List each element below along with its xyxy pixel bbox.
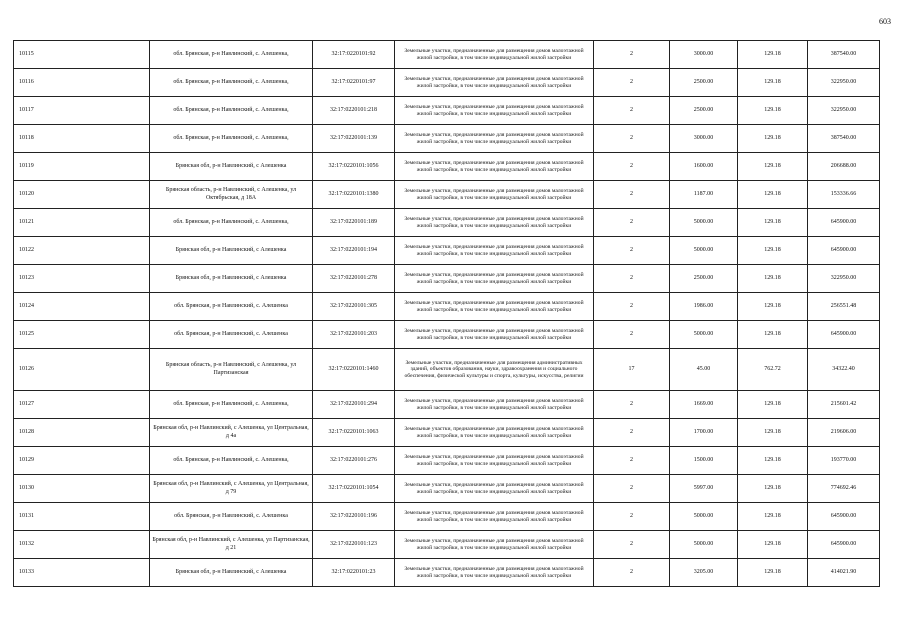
use-group-cell: 2 bbox=[594, 181, 670, 209]
row-number-cell: 10116 bbox=[14, 69, 150, 97]
address-cell: Брянская обл, р-н Навлинский, с Алешенка bbox=[150, 265, 313, 293]
area-cell: 2500.00 bbox=[670, 69, 738, 97]
row-number-cell: 10117 bbox=[14, 97, 150, 125]
cadastral-value-cell: 219606.00 bbox=[808, 419, 880, 447]
cadastral-value-cell: 322950.00 bbox=[808, 97, 880, 125]
area-cell: 3000.00 bbox=[670, 125, 738, 153]
land-use-cell: Земельные участки, предназначенные для размещения домов малоэтажной жилой застройки, в том числе индивидуальной жилой застройки bbox=[395, 97, 594, 125]
land-use-cell: Земельные участки, предназначенные для размещения домов малоэтажной жилой застройки, в том числе индивидуальной жилой застройки bbox=[395, 181, 594, 209]
cadastral-rate-cell: 129.18 bbox=[738, 475, 808, 503]
land-use-cell: Земельные участки, предназначенные для размещения домов малоэтажной жилой застройки, в том числе индивидуальной жилой застройки bbox=[395, 69, 594, 97]
cadastral-value-cell: 322950.00 bbox=[808, 265, 880, 293]
area-cell: 5000.00 bbox=[670, 321, 738, 349]
cadastral-value-cell: 206688.00 bbox=[808, 153, 880, 181]
row-number-cell: 10118 bbox=[14, 125, 150, 153]
table-row bbox=[14, 153, 880, 181]
cadastral-rate-cell: 129.18 bbox=[738, 293, 808, 321]
row-number-cell: 10122 bbox=[14, 237, 150, 265]
cadastral-value-cell: 645900.00 bbox=[808, 237, 880, 265]
cadastral-rate-cell: 129.18 bbox=[738, 559, 808, 587]
cadastral-rate-cell: 129.18 bbox=[738, 41, 808, 69]
use-group-cell: 2 bbox=[594, 419, 670, 447]
cadastral-rate-cell: 129.18 bbox=[738, 97, 808, 125]
row-number-cell: 10126 bbox=[14, 349, 150, 391]
table-row bbox=[14, 349, 880, 391]
address-cell: Брянская обл, р-н Навлинский, с Алешенка, ул Партизанская, д 21 bbox=[150, 531, 313, 559]
use-group-cell: 2 bbox=[594, 237, 670, 265]
cadastral-value-cell: 322950.00 bbox=[808, 69, 880, 97]
use-group-cell: 2 bbox=[594, 559, 670, 587]
cadastral-number-cell: 32:17:0220101:203 bbox=[313, 321, 395, 349]
cadastral-number-cell: 32:17:0220101:1460 bbox=[313, 349, 395, 391]
table-row bbox=[14, 503, 880, 531]
area-cell: 5000.00 bbox=[670, 209, 738, 237]
address-cell: Брянская область, р-н Навлинский, с Алешенка, ул Октябрьская, д 18А bbox=[150, 181, 313, 209]
address-cell: обл. Брянская, р-н Навлинский, с. Алешенка, bbox=[150, 447, 313, 475]
address-cell: обл. Брянская, р-н Навлинский, с. Алешенка, bbox=[150, 69, 313, 97]
table-row bbox=[14, 391, 880, 419]
cadastral-rate-cell: 129.18 bbox=[738, 447, 808, 475]
cadastral-number-cell: 32:17:0220101:123 bbox=[313, 531, 395, 559]
cadastral-number-cell: 32:17:0220101:1056 bbox=[313, 153, 395, 181]
land-registry-table bbox=[13, 40, 880, 587]
area-cell: 5000.00 bbox=[670, 237, 738, 265]
row-number-cell: 10121 bbox=[14, 209, 150, 237]
land-use-cell: Земельные участки, предназначенные для размещения домов малоэтажной жилой застройки, в том числе индивидуальной жилой застройки bbox=[395, 153, 594, 181]
table-row bbox=[14, 265, 880, 293]
use-group-cell: 2 bbox=[594, 265, 670, 293]
land-use-cell: Земельные участки, предназначенные для размещения домов малоэтажной жилой застройки, в том числе индивидуальной жилой застройки bbox=[395, 321, 594, 349]
land-use-cell: Земельные участки, предназначенные для размещения домов малоэтажной жилой застройки, в том числе индивидуальной жилой застройки bbox=[395, 559, 594, 587]
address-cell: обл. Брянская, р-н Навлинский, с. Алешенка bbox=[150, 321, 313, 349]
area-cell: 1669.00 bbox=[670, 391, 738, 419]
cadastral-rate-cell: 129.18 bbox=[738, 237, 808, 265]
cadastral-value-cell: 645900.00 bbox=[808, 321, 880, 349]
row-number-cell: 10128 bbox=[14, 419, 150, 447]
cadastral-rate-cell: 129.18 bbox=[738, 531, 808, 559]
table-row bbox=[14, 475, 880, 503]
cadastral-number-cell: 32:17:0220101:194 bbox=[313, 237, 395, 265]
address-cell: обл. Брянская, р-н Навлинский, с. Алешенка, bbox=[150, 209, 313, 237]
area-cell: 5997.00 bbox=[670, 475, 738, 503]
cadastral-number-cell: 32:17:0220101:97 bbox=[313, 69, 395, 97]
cadastral-number-cell: 32:17:0220101:92 bbox=[313, 41, 395, 69]
land-use-cell: Земельные участки, предназначенные для размещения домов малоэтажной жилой застройки, в том числе индивидуальной жилой застройки bbox=[395, 391, 594, 419]
table-row bbox=[14, 237, 880, 265]
table-row bbox=[14, 559, 880, 587]
cadastral-number-cell: 32:17:0220101:276 bbox=[313, 447, 395, 475]
cadastral-number-cell: 32:17:0220101:196 bbox=[313, 503, 395, 531]
land-use-cell: Земельные участки, предназначенные для размещения домов малоэтажной жилой застройки, в том числе индивидуальной жилой застройки bbox=[395, 475, 594, 503]
cadastral-rate-cell: 129.18 bbox=[738, 181, 808, 209]
cadastral-value-cell: 34322.40 bbox=[808, 349, 880, 391]
address-cell: обл. Брянская, р-н Навлинский, с. Алешенка bbox=[150, 293, 313, 321]
area-cell: 1700.00 bbox=[670, 419, 738, 447]
cadastral-rate-cell: 129.18 bbox=[738, 209, 808, 237]
row-number-cell: 10127 bbox=[14, 391, 150, 419]
row-number-cell: 10120 bbox=[14, 181, 150, 209]
use-group-cell: 2 bbox=[594, 41, 670, 69]
area-cell: 3000.00 bbox=[670, 41, 738, 69]
address-cell: Брянская обл, р-н Навлинский, с Алешенка bbox=[150, 559, 313, 587]
use-group-cell: 2 bbox=[594, 97, 670, 125]
use-group-cell: 17 bbox=[594, 349, 670, 391]
cadastral-value-cell: 414021.90 bbox=[808, 559, 880, 587]
row-number-cell: 10124 bbox=[14, 293, 150, 321]
table-row bbox=[14, 293, 880, 321]
row-number-cell: 10130 bbox=[14, 475, 150, 503]
area-cell: 1600.00 bbox=[670, 153, 738, 181]
area-cell: 1187.00 bbox=[670, 181, 738, 209]
row-number-cell: 10132 bbox=[14, 531, 150, 559]
use-group-cell: 2 bbox=[594, 503, 670, 531]
cadastral-rate-cell: 129.18 bbox=[738, 321, 808, 349]
cadastral-value-cell: 774692.46 bbox=[808, 475, 880, 503]
cadastral-rate-cell: 129.18 bbox=[738, 265, 808, 293]
row-number-cell: 10123 bbox=[14, 265, 150, 293]
table-row bbox=[14, 321, 880, 349]
address-cell: Брянская обл, р-н Навлинский, с Алешенка, ул Центральная, д 79 bbox=[150, 475, 313, 503]
land-use-cell: Земельные участки, предназначенные для размещения домов малоэтажной жилой застройки, в том числе индивидуальной жилой застройки bbox=[395, 531, 594, 559]
land-use-cell: Земельные участки, предназначенные для размещения домов малоэтажной жилой застройки, в том числе индивидуальной жилой застройки bbox=[395, 503, 594, 531]
table-row bbox=[14, 209, 880, 237]
cadastral-value-cell: 645900.00 bbox=[808, 503, 880, 531]
row-number-cell: 10119 bbox=[14, 153, 150, 181]
cadastral-value-cell: 387540.00 bbox=[808, 125, 880, 153]
area-cell: 5000.00 bbox=[670, 531, 738, 559]
area-cell: 2500.00 bbox=[670, 97, 738, 125]
cadastral-value-cell: 193770.00 bbox=[808, 447, 880, 475]
row-number-cell: 10129 bbox=[14, 447, 150, 475]
cadastral-number-cell: 32:17:0220101:1054 bbox=[313, 475, 395, 503]
address-cell: обл. Брянская, р-н Навлинский, с. Алешенка bbox=[150, 503, 313, 531]
table-row bbox=[14, 41, 880, 69]
cadastral-rate-cell: 129.18 bbox=[738, 69, 808, 97]
land-use-cell: Земельные участки, предназначенные для размещения домов малоэтажной жилой застройки, в том числе индивидуальной жилой застройки bbox=[395, 125, 594, 153]
land-use-cell: Земельные участки, предназначенные для размещения домов малоэтажной жилой застройки, в том числе индивидуальной жилой застройки bbox=[395, 209, 594, 237]
area-cell: 3205.00 bbox=[670, 559, 738, 587]
area-cell: 45.00 bbox=[670, 349, 738, 391]
use-group-cell: 2 bbox=[594, 447, 670, 475]
use-group-cell: 2 bbox=[594, 153, 670, 181]
table-row bbox=[14, 531, 880, 559]
land-use-cell: Земельные участки, предназначенные для размещения домов малоэтажной жилой застройки, в том числе индивидуальной жилой застройки bbox=[395, 293, 594, 321]
area-cell: 1986.00 bbox=[670, 293, 738, 321]
cadastral-number-cell: 32:17:0220101:218 bbox=[313, 97, 395, 125]
address-cell: Брянская обл, р-н Навлинский, с Алешенка bbox=[150, 153, 313, 181]
cadastral-number-cell: 32:17:0220101:189 bbox=[313, 209, 395, 237]
cadastral-number-cell: 32:17:0220101:294 bbox=[313, 391, 395, 419]
table-row bbox=[14, 125, 880, 153]
land-use-cell: Земельные участки, предназначенные для размещения домов малоэтажной жилой застройки, в том числе индивидуальной жилой застройки bbox=[395, 447, 594, 475]
address-cell: обл. Брянская, р-н Навлинский, с. Алешенка, bbox=[150, 97, 313, 125]
table-row bbox=[14, 447, 880, 475]
area-cell: 1500.00 bbox=[670, 447, 738, 475]
table-row bbox=[14, 69, 880, 97]
cadastral-number-cell: 32:17:0220101:278 bbox=[313, 265, 395, 293]
cadastral-value-cell: 645900.00 bbox=[808, 209, 880, 237]
cadastral-rate-cell: 129.18 bbox=[738, 125, 808, 153]
cadastral-number-cell: 32:17:0220101:305 bbox=[313, 293, 395, 321]
land-use-cell: Земельные участки, предназначенные для размещения административных зданий, объектов образования, науки, здравоохранения и социального обеспечения, физической культуры и спорта, культуры, искусства, религии bbox=[395, 349, 594, 391]
cadastral-value-cell: 256551.48 bbox=[808, 293, 880, 321]
row-number-cell: 10133 bbox=[14, 559, 150, 587]
row-number-cell: 10115 bbox=[14, 41, 150, 69]
row-number-cell: 10131 bbox=[14, 503, 150, 531]
area-cell: 2500.00 bbox=[670, 265, 738, 293]
area-cell: 5000.00 bbox=[670, 503, 738, 531]
use-group-cell: 2 bbox=[594, 69, 670, 97]
table-body bbox=[14, 41, 880, 587]
address-cell: Брянская область, р-н Навлинский, с Алешенка, ул Партизанская bbox=[150, 349, 313, 391]
use-group-cell: 2 bbox=[594, 531, 670, 559]
use-group-cell: 2 bbox=[594, 321, 670, 349]
cadastral-rate-cell: 129.18 bbox=[738, 153, 808, 181]
address-cell: обл. Брянская, р-н Навлинский, с. Алешенка, bbox=[150, 41, 313, 69]
cadastral-rate-cell: 762.72 bbox=[738, 349, 808, 391]
table-row bbox=[14, 419, 880, 447]
address-cell: обл. Брянская, р-н Навлинский, с. Алешенка, bbox=[150, 391, 313, 419]
cadastral-rate-cell: 129.18 bbox=[738, 503, 808, 531]
cadastral-value-cell: 153336.66 bbox=[808, 181, 880, 209]
table-row bbox=[14, 97, 880, 125]
cadastral-number-cell: 32:17:0220101:1380 bbox=[313, 181, 395, 209]
land-use-cell: Земельные участки, предназначенные для размещения домов малоэтажной жилой застройки, в том числе индивидуальной жилой застройки bbox=[395, 419, 594, 447]
use-group-cell: 2 bbox=[594, 209, 670, 237]
address-cell: Брянская обл, р-н Навлинский, с Алешенка, ул Центральная, д 4а bbox=[150, 419, 313, 447]
cadastral-number-cell: 32:17:0220101:1063 bbox=[313, 419, 395, 447]
row-number-cell: 10125 bbox=[14, 321, 150, 349]
cadastral-value-cell: 645900.00 bbox=[808, 531, 880, 559]
use-group-cell: 2 bbox=[594, 391, 670, 419]
cadastral-value-cell: 215601.42 bbox=[808, 391, 880, 419]
cadastral-value-cell: 387540.00 bbox=[808, 41, 880, 69]
cadastral-number-cell: 32:17:0220101:23 bbox=[313, 559, 395, 587]
land-use-cell: Земельные участки, предназначенные для размещения домов малоэтажной жилой застройки, в том числе индивидуальной жилой застройки bbox=[395, 41, 594, 69]
use-group-cell: 2 bbox=[594, 293, 670, 321]
address-cell: обл. Брянская, р-н Навлинский, с. Алешенка, bbox=[150, 125, 313, 153]
page-number: 603 bbox=[879, 17, 891, 26]
land-use-cell: Земельные участки, предназначенные для размещения домов малоэтажной жилой застройки, в том числе индивидуальной жилой застройки bbox=[395, 237, 594, 265]
cadastral-rate-cell: 129.18 bbox=[738, 391, 808, 419]
cadastral-rate-cell: 129.18 bbox=[738, 419, 808, 447]
land-use-cell: Земельные участки, предназначенные для размещения домов малоэтажной жилой застройки, в том числе индивидуальной жилой застройки bbox=[395, 265, 594, 293]
address-cell: Брянская обл, р-н Навлинский, с Алешенка bbox=[150, 237, 313, 265]
table-row bbox=[14, 181, 880, 209]
use-group-cell: 2 bbox=[594, 475, 670, 503]
use-group-cell: 2 bbox=[594, 125, 670, 153]
cadastral-number-cell: 32:17:0220101:139 bbox=[313, 125, 395, 153]
